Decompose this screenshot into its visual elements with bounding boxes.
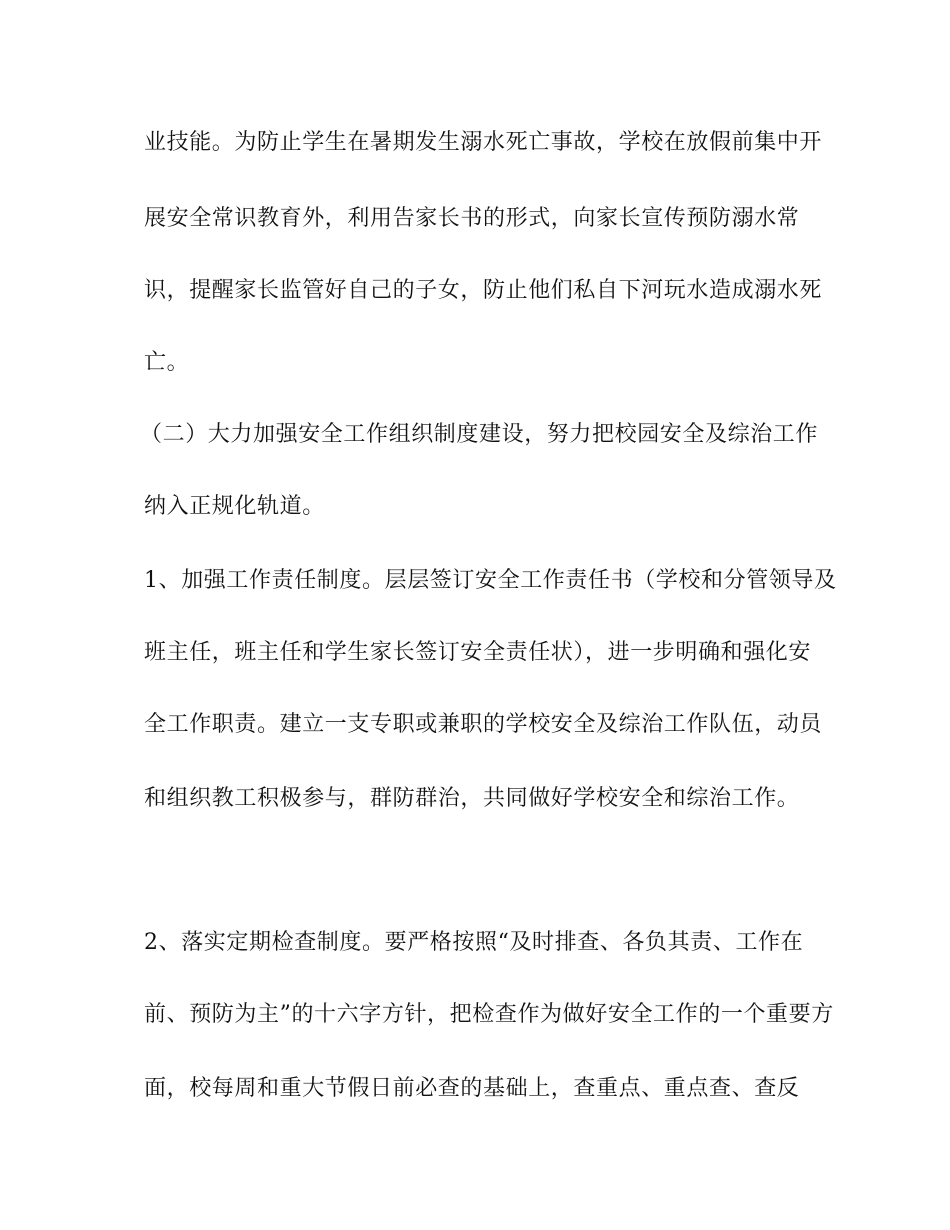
paragraph-line: 前、预防为主”的十六字方针，把检查作为做好安全工作的一个重要方	[144, 1002, 834, 1027]
paragraph-line: 和组织教工积极参与，群防群治，共同做好学校安全和综治工作。	[144, 786, 800, 811]
paragraph-line: 识，提醒家长监管好自己的子女，防止他们私自下河玩水造成溺水死	[144, 278, 823, 303]
paragraph-line: 1、加强工作责任制度。层层签订安全工作责任书（学校和分管领导及	[144, 568, 837, 593]
paragraph-line: 展安全常识教育外，利用告家长书的形式，向家长宣传预防溺水常	[144, 206, 800, 231]
section-heading-continued: 纳入正规化轨道。	[144, 494, 325, 519]
paragraph-line: 亡。	[144, 350, 190, 375]
paragraph-line: 全工作职责。建立一支专职或兼职的学校安全及综治工作队伍，动员	[144, 712, 823, 737]
paragraph-line: 班主任，班主任和学生家长签订安全责任状），进一步明确和强化安	[144, 640, 812, 665]
section-heading: （二）大力加强安全工作组织制度建设，努力把校园安全及综治工作	[140, 422, 819, 447]
paragraph-line: 2、落实定期检查制度。要严格按照“及时排查、各负其责、工作在	[144, 930, 804, 955]
paragraph-line: 业技能。为防止学生在暑期发生溺水死亡事故，学校在放假前集中开	[144, 130, 823, 155]
paragraph-line: 面，校每周和重大节假日前必查的基础上，查重点、重点查、查反	[144, 1076, 800, 1101]
